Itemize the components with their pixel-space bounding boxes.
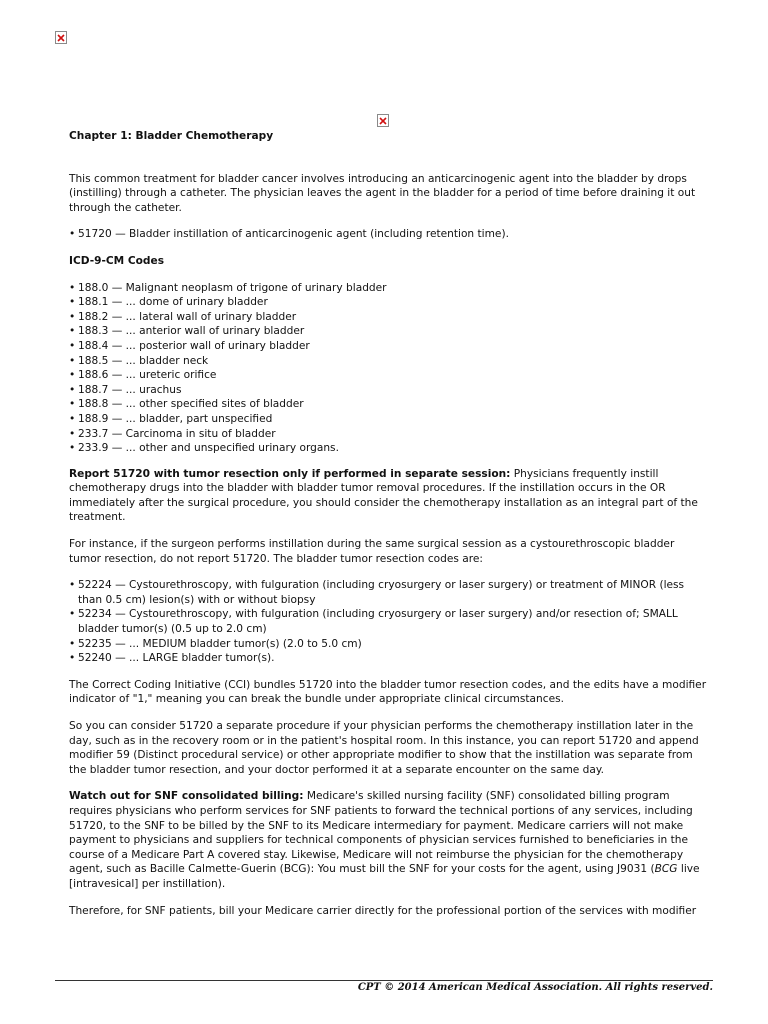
list-item: • 188.4 — ... posterior wall of urinary bladder [69, 339, 709, 354]
broken-image-icon [55, 31, 67, 44]
list-item: • 188.8 — ... other specified sites of bladder [69, 397, 709, 412]
footer-divider [55, 980, 713, 981]
list-item: • 51720 — Bladder instillation of anticarcinogenic agent (including retention time). [69, 227, 709, 242]
list-item: • 52234 — Cystourethroscopy, with fulguration (including cryosurgery or laser surgery) and/or resection of; SMALL bladder tumor(s) (0.5 up to 2.0 cm) [69, 607, 709, 636]
snf-heading: Watch out for SNF consolidated billing: [69, 790, 304, 803]
snf-body-end: live [intravesical] per instillation). [69, 863, 700, 890]
report-heading: Report 51720 with tumor resection only if performed in separate session: [69, 467, 511, 480]
list-item: • 188.5 — ... bladder neck [69, 354, 709, 369]
list-item: • 188.0 — Malignant neoplasm of trigone of urinary bladder [69, 281, 709, 296]
separate-procedure-paragraph: So you can consider 51720 a separate procedure if your physician performs the chemotherapy instillation later in the day, such as in the recovery room or in the patient's hospital room. In this instance, you can report 51720 and append modifier 59 (Distinct procedural service) or other appropriate modifier to show that the instillation was separate from the bladder tumor resection, and your doctor performed it at a separate encounter on the same day. [69, 720, 699, 776]
list-item: • 233.7 — Carcinoma in situ of bladder [69, 427, 709, 442]
snf-paragraph [69, 789, 709, 891]
list-item: • 188.2 — ... lateral wall of urinary bladder [69, 310, 709, 325]
cci-paragraph: The Correct Coding Initiative (CCI) bundles 51720 into the bladder tumor resection codes, and the edits have a modifier indicator of "1," meaning you can break the bundle under appropriate clinical circumstances. [69, 678, 707, 706]
broken-image-icon [377, 114, 389, 127]
procedure-code-list [69, 227, 709, 242]
list-item: • 52224 — Cystourethroscopy, with fulguration (including cryosurgery or laser surgery) or treatment of MINOR (less than 0.5 cm) lesion(s) with or without biopsy [69, 578, 709, 607]
footer-copyright: CPT © 2014 American Medical Association. All rights reserved. [357, 982, 713, 993]
list-item: • 188.6 — ... ureteric orifice [69, 368, 709, 383]
intro-paragraph: This common treatment for bladder cancer involves introducing an anticarcinogenic agent into the bladder by drops (instilling) through a catheter. The physician leaves the agent in the bladder for a period of time before draining it out through the catheter. [69, 172, 696, 214]
icd-heading: ICD-9-CM Codes [69, 254, 165, 267]
report-body: Physicians frequently instill chemotherapy drugs into the bladder with bladder tumor removal procedures. If the instillation occurs in the OR immediately after the surgical procedure, you should consider the chemotherapy installation as an integral part of the treatment. [69, 467, 698, 524]
chapter-title: Chapter 1: Bladder Chemotherapy [69, 130, 274, 142]
snf-body-italic: BCG [654, 863, 678, 876]
report-paragraph [69, 467, 709, 525]
list-item: • 188.3 — ... anterior wall of urinary bladder [69, 324, 709, 339]
list-item: • 233.9 — ... other and unspecified urinary organs. [69, 441, 709, 456]
list-item: • 188.7 — ... urachus [69, 383, 709, 398]
list-item: • 52235 — ... MEDIUM bladder tumor(s) (2.0 to 5.0 cm) [69, 637, 709, 652]
instance-paragraph: For instance, if the surgeon performs instillation during the same surgical session as a cystourethroscopic bladder tumor resection, do not report 51720. The bladder tumor resection codes are: [69, 538, 675, 565]
therefore-paragraph: Therefore, for SNF patients, bill your Medicare carrier directly for the professional portion of the services with modifier [69, 904, 697, 917]
snf-body: Medicare's skilled nursing facility (SNF) consolidated billing program requires physicians who perform services for SNF patients to forward the technical portions of any services, including 51720, to the SNF to be billed by the SNF to its Medicare intermediary for payment. Medicare carriers will not make payment to physicians and suppliers for technical components of physician services furnished to beneficiaries in the course of a Medicare Part A covered stay. Likewise, Medicare will not reimburse the physician for the chemotherapy agent, such as Bacille Calmette-Guerin (BCG): You must bill the SNF for your costs for the agent, using J9031 ( [69, 790, 693, 876]
list-item: • 52240 — ... LARGE bladder tumor(s). [69, 651, 709, 666]
list-item: • 188.1 — ... dome of urinary bladder [69, 295, 709, 310]
document-body [69, 129, 709, 918]
icd-code-list [69, 281, 709, 456]
resection-code-list [69, 578, 709, 666]
list-item: • 188.9 — ... bladder, part unspecified [69, 412, 709, 427]
